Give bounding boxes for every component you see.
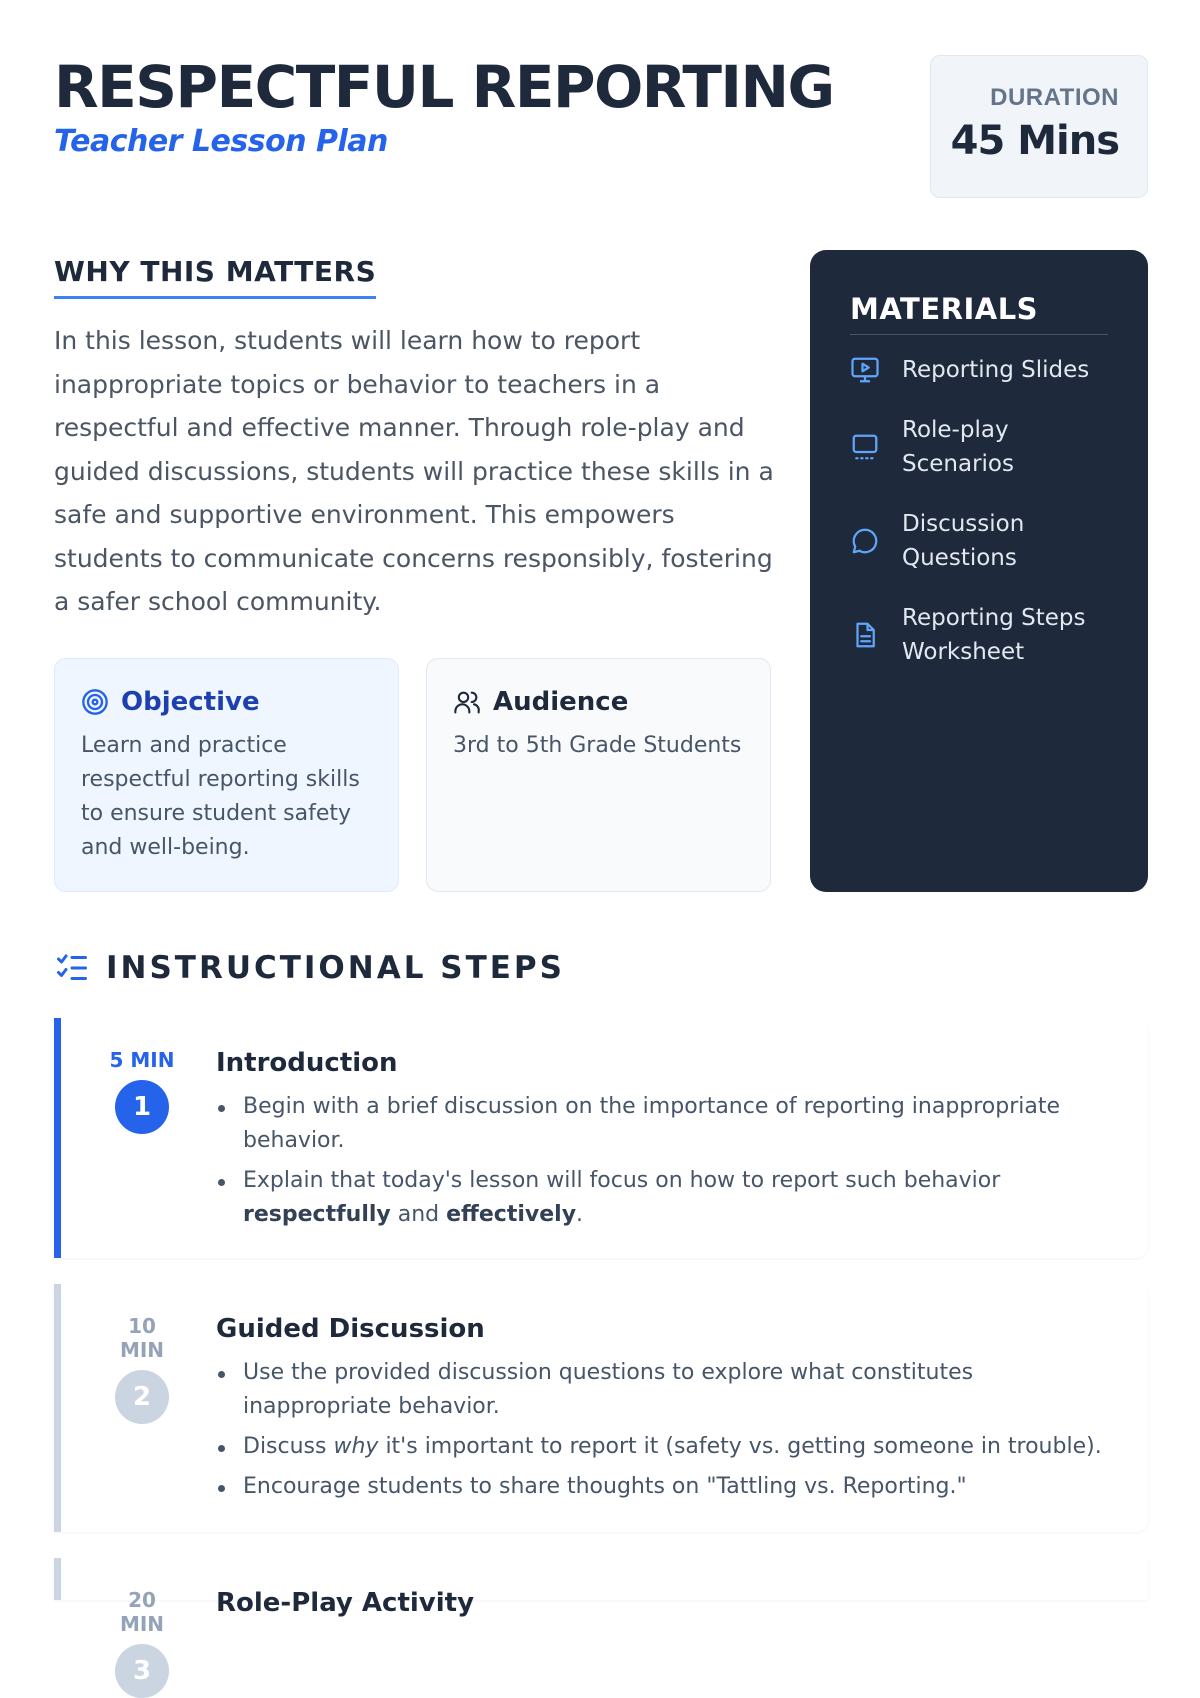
why-text: In this lesson, students will learn how to report inappropriate topics or behavior to teachers in a respectful and effective manner. Through role-play and guided discussions, students will practice these skills in a safe and supportive environment. This empowers students to communicate concerns responsibly, fostering a safer school community. — [54, 326, 774, 616]
target-icon — [81, 688, 109, 716]
material-label: Reporting Steps Worksheet — [902, 605, 1086, 665]
lesson-header — [54, 52, 1148, 202]
step-duration: 5 MIN — [109, 1048, 175, 1072]
step-bullets — [216, 1356, 1108, 1504]
material-label: Reporting Slides — [902, 357, 1090, 383]
materials-title: MATERIALS — [850, 292, 1108, 335]
step-card-guided-discussion — [54, 1284, 1148, 1532]
material-label: Discussion Questions — [902, 511, 1025, 571]
list-item — [850, 507, 1108, 575]
list-item — [850, 413, 1108, 481]
audience-text: 3rd to 5th Grade Students — [453, 733, 742, 758]
page-title: RESPECTFUL REPORTING — [54, 53, 834, 121]
monitor-icon — [850, 432, 880, 462]
why-title: WHY THIS MATTERS — [54, 255, 376, 299]
steps-title: INSTRUCTIONAL STEPS — [106, 950, 565, 986]
page-subtitle: Teacher Lesson Plan — [54, 124, 388, 159]
step-number-badge: 3 — [115, 1644, 169, 1698]
audience-card — [426, 658, 771, 892]
list-item: Encourage students to share thoughts on "Tattling vs. Reporting." — [216, 1470, 1108, 1504]
why-section — [54, 255, 774, 624]
objective-text: Learn and practice respectful reporting skills to ensure student safety and well-being. — [81, 733, 360, 860]
speech-bubble-icon — [850, 526, 880, 556]
materials-list — [850, 353, 1108, 669]
info-cards — [54, 658, 770, 892]
steps-heading — [54, 950, 565, 986]
list-item: Explain that today's lesson will focus on how to report such behavior respectfully and effectively. — [216, 1164, 1108, 1232]
step-number-badge: 2 — [115, 1370, 169, 1424]
list-item: Discuss why it's important to report it (safety vs. getting someone in trouble). — [216, 1430, 1108, 1464]
audience-title: Audience — [493, 687, 629, 717]
presentation-icon — [850, 355, 880, 385]
objective-title: Objective — [121, 687, 260, 717]
list-item: Begin with a brief discussion on the importance of reporting inappropriate behavior. — [216, 1090, 1108, 1158]
duration-value: 45 Mins — [950, 118, 1119, 164]
list-item — [850, 353, 1108, 387]
document-icon — [850, 620, 880, 650]
objective-card — [54, 658, 399, 892]
duration-badge — [930, 55, 1148, 198]
checklist-icon — [54, 950, 90, 986]
step-title: Guided Discussion — [216, 1314, 485, 1344]
material-label: Role-play Scenarios — [902, 417, 1014, 477]
duration-label: DURATION — [990, 84, 1119, 111]
step-bullets — [216, 1090, 1108, 1232]
step-title: Introduction — [216, 1048, 398, 1078]
users-icon — [453, 688, 481, 716]
materials-panel — [810, 250, 1148, 892]
list-item — [850, 601, 1108, 669]
step-duration: 10 MIN — [119, 1314, 165, 1362]
step-number-badge: 1 — [115, 1080, 169, 1134]
step-card-role-play — [54, 1558, 1148, 1686]
step-title: Role-Play Activity — [216, 1588, 475, 1618]
list-item: Use the provided discussion questions to explore what constitutes inappropriate behavior. — [216, 1356, 1108, 1424]
step-card-introduction — [54, 1018, 1148, 1258]
step-duration: 20 MIN — [119, 1588, 165, 1636]
